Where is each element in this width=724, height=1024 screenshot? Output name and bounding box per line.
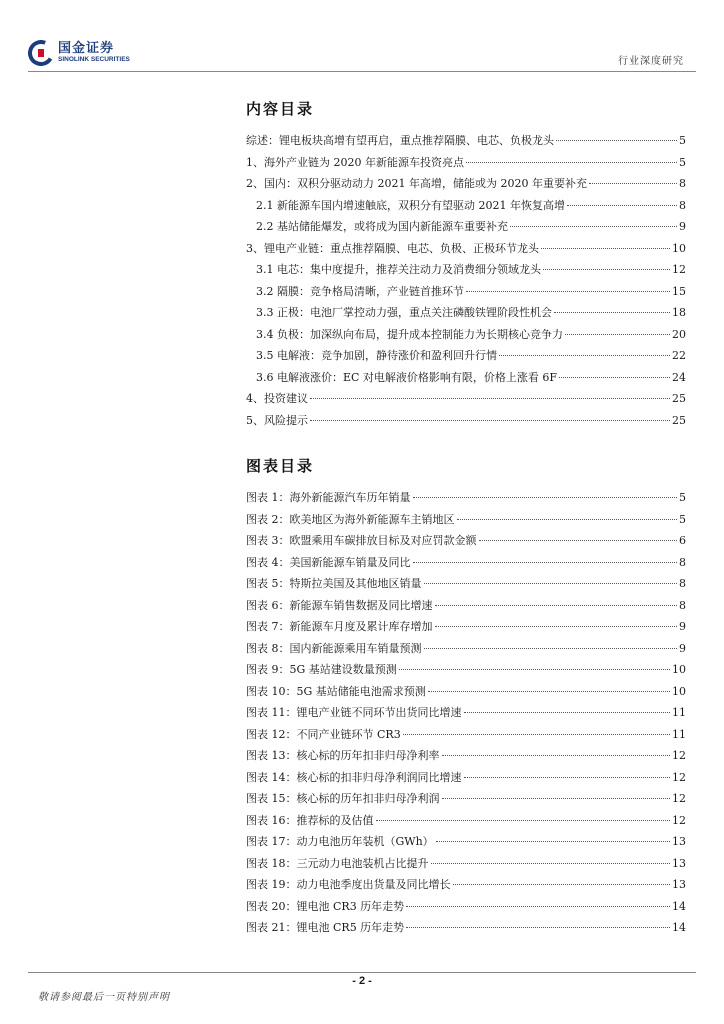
figure-entry[interactable]	[246, 767, 686, 789]
figure-entry-page: 12	[672, 749, 686, 762]
dot-leader	[466, 162, 677, 163]
figure-entry-page: 8	[679, 577, 686, 590]
dot-leader	[499, 355, 670, 356]
figure-entry[interactable]	[246, 853, 686, 875]
toc-entry[interactable]	[246, 216, 686, 238]
dot-leader	[436, 841, 670, 842]
toc-entry-text: 1、海外产业链为 2020 年新能源车投资亮点	[246, 155, 464, 169]
figure-entry-text: 图表 19：动力电池季度出货量及同比增长	[246, 878, 451, 891]
figure-entry[interactable]	[246, 573, 686, 595]
dot-leader	[310, 420, 670, 421]
toc-entry-text: 3.2 隔膜：竞争格局清晰，产业链首推环节	[256, 284, 464, 298]
figure-entry-text: 图表 3：欧盟乘用车碳排放目标及对应罚款金额	[246, 534, 477, 547]
figure-entry-page: 13	[672, 835, 686, 848]
toc-entry-page: 8	[679, 177, 686, 190]
figure-entry[interactable]	[246, 810, 686, 832]
figure-entry-page: 11	[672, 706, 686, 719]
figure-entry-page: 8	[679, 555, 686, 569]
figure-entry-text: 图表 20：锂电池 CR3 历年走势	[246, 899, 405, 913]
dot-leader	[413, 497, 678, 498]
toc-entry-page: 18	[672, 306, 686, 319]
toc-entry-text: 3.4 负极：加深纵向布局，提升成本控制能力为长期核心竞争力	[256, 327, 563, 341]
figure-entry-page: 13	[672, 878, 686, 891]
dot-leader	[567, 205, 677, 206]
dot-leader	[464, 712, 671, 713]
dot-leader	[310, 398, 670, 399]
figure-entry-text: 图表 1：海外新能源汽车历年销量	[246, 491, 411, 504]
dot-leader	[403, 734, 670, 735]
figure-entry[interactable]	[246, 681, 686, 703]
toc-entry[interactable]	[246, 195, 686, 217]
toc-entry[interactable]	[246, 388, 686, 410]
figure-entry-text: 图表 14：核心标的扣非归母净利润同比增速	[246, 770, 462, 784]
dot-leader	[406, 906, 670, 907]
toc-entry-page: 15	[672, 284, 686, 298]
figure-entry[interactable]	[246, 831, 686, 853]
dot-leader	[413, 562, 678, 563]
toc-entry-text: 2、国内：双积分驱动动力 2021 年高增，储能或为 2020 年重要补充	[246, 177, 587, 190]
figure-entry[interactable]	[246, 487, 686, 509]
header-divider	[28, 71, 696, 72]
figure-entry-page: 6	[679, 534, 686, 547]
dot-leader	[554, 312, 670, 313]
dot-leader	[589, 183, 677, 184]
dot-leader	[435, 605, 678, 606]
figures-title: 图表目录	[246, 457, 315, 475]
figure-entry-page: 11	[672, 727, 686, 741]
disclaimer-note: 敬请参阅最后一页特别声明	[38, 992, 170, 1003]
figure-entry-page: 8	[679, 598, 686, 612]
dot-leader	[399, 669, 670, 670]
dot-leader	[543, 269, 670, 270]
dot-leader	[559, 377, 670, 378]
figure-entry-text: 图表 18：三元动力电池装机占比提升	[246, 856, 429, 870]
figure-entry-page: 9	[679, 641, 686, 655]
toc-entry[interactable]	[246, 324, 686, 346]
figure-entry-page: 5	[679, 512, 686, 526]
dot-leader	[556, 140, 677, 141]
toc-entry-page: 5	[679, 155, 686, 169]
toc-entry-page: 5	[679, 134, 686, 147]
dot-leader	[424, 648, 678, 649]
toc-entry[interactable]	[246, 345, 686, 367]
dot-leader	[510, 226, 677, 227]
figures-list	[246, 487, 686, 939]
toc-entry[interactable]	[246, 130, 686, 152]
page-number: - 2 -	[352, 975, 372, 987]
figure-entry-text: 图表 13：核心标的历年扣非归母净利率	[246, 749, 440, 762]
figure-entry-text: 图表 11：锂电产业链不同环节出货同比增速	[246, 706, 462, 719]
toc-entry-text: 4、投资建议	[246, 392, 308, 405]
figure-entry-page: 14	[672, 899, 686, 913]
figure-entry-text: 图表 10：5G 基站储能电池需求预测	[246, 684, 426, 698]
toc-entry[interactable]	[246, 238, 686, 260]
dot-leader	[428, 691, 670, 692]
dot-leader	[442, 755, 671, 756]
figure-entry-text: 图表 7：新能源车月度及累计库存增加	[246, 620, 433, 633]
toc-entry-page: 20	[672, 327, 686, 341]
toc-entry-text: 3.5 电解液：竞争加剧，静待涨价和盈利回升行情	[256, 349, 497, 362]
toc-list	[246, 130, 686, 431]
dot-leader	[376, 820, 671, 821]
dot-leader	[435, 626, 678, 627]
figure-entry[interactable]	[246, 788, 686, 810]
toc-entry[interactable]	[246, 259, 686, 281]
toc-entry[interactable]	[246, 173, 686, 195]
figure-entry-text: 图表 4：美国新能源车销量及同比	[246, 555, 411, 569]
logo-mark-icon	[28, 40, 54, 66]
figure-entry[interactable]	[246, 896, 686, 918]
figure-entry[interactable]	[246, 874, 686, 896]
figure-entry-page: 12	[672, 813, 686, 827]
toc-title: 内容目录	[246, 100, 315, 118]
figure-entry-page: 13	[672, 856, 686, 870]
figure-entry-text: 图表 5：特斯拉美国及其他地区销量	[246, 577, 422, 590]
figure-entry-text: 图表 9：5G 基站建设数量预测	[246, 663, 397, 676]
toc-entry-page: 22	[672, 349, 686, 362]
figure-entry-page: 14	[672, 921, 686, 934]
toc-entry-text: 3.3 正极：电池厂掌控动力强，重点关注磷酸铁锂阶段性机会	[256, 306, 552, 319]
dot-leader	[464, 777, 671, 778]
toc-entry[interactable]	[246, 367, 686, 389]
figure-entry-text: 图表 15：核心标的历年扣非归母净利润	[246, 792, 440, 805]
figure-entry[interactable]	[246, 595, 686, 617]
figure-entry[interactable]	[246, 509, 686, 531]
figure-entry-page: 12	[672, 770, 686, 784]
dot-leader	[406, 927, 670, 928]
toc-entry-text: 3、锂电产业链：重点推荐隔膜、电芯、负极、正极环节龙头	[246, 241, 539, 255]
logo-name-cn: 国金证券	[58, 41, 115, 56]
sinolink-logo	[28, 40, 130, 66]
toc-entry-page: 9	[679, 220, 686, 233]
toc-entry-text: 2.1 新能源车国内增速触底，双积分有望驱动 2021 年恢复高增	[256, 198, 565, 212]
figure-entry-page: 10	[672, 684, 686, 698]
figure-entry[interactable]	[246, 530, 686, 552]
dot-leader	[565, 334, 670, 335]
figure-entry[interactable]	[246, 724, 686, 746]
toc-entry-page: 10	[672, 241, 686, 255]
dot-leader	[431, 863, 671, 864]
toc-entry[interactable]	[246, 152, 686, 174]
figure-entry-text: 图表 16：推荐标的及估值	[246, 813, 374, 827]
figure-entry[interactable]	[246, 552, 686, 574]
figure-entry[interactable]	[246, 659, 686, 681]
figure-entry-page: 9	[679, 620, 686, 633]
main-content	[246, 100, 686, 939]
figure-entry-page: 5	[679, 491, 686, 504]
dot-leader	[442, 798, 671, 799]
toc-entry-page: 12	[672, 263, 686, 276]
toc-entry[interactable]	[246, 302, 686, 324]
dot-leader	[479, 540, 678, 541]
figure-entry[interactable]	[246, 616, 686, 638]
figure-entry-text: 图表 6：新能源车销售数据及同比增速	[246, 598, 433, 612]
figure-entry[interactable]	[246, 917, 686, 939]
figure-entry-text: 图表 21：锂电池 CR5 历年走势	[246, 921, 405, 934]
toc-entry-text: 3.1 电芯：集中度提升，推荐关注动力及消费细分领域龙头	[256, 263, 541, 276]
toc-entry-page: 25	[672, 392, 686, 405]
dot-leader	[466, 291, 670, 292]
toc-entry[interactable]	[246, 410, 686, 432]
figure-entry-page: 10	[672, 663, 686, 676]
toc-entry-text: 综述：锂电板块高增有望再启，重点推荐隔膜、电芯、负极龙头	[246, 134, 554, 147]
logo-name-en: SINOLINK SECURITIES	[58, 56, 130, 63]
figure-entry[interactable]	[246, 745, 686, 767]
figure-entry-page: 12	[672, 792, 686, 805]
toc-entry-text: 3.6 电解液涨价：EC 对电解液价格影响有限，价格上涨看 6F	[256, 370, 558, 384]
footer-divider	[28, 972, 696, 973]
figure-entry-text: 图表 12：不同产业链环节 CR3	[246, 727, 401, 741]
dot-leader	[424, 583, 678, 584]
figure-entry-text: 图表 8：国内新能源乘用车销量预测	[246, 641, 422, 655]
toc-entry-page: 8	[679, 198, 686, 212]
toc-entry-text: 2.2 基站储能爆发，或将成为国内新能源车重要补充	[256, 220, 508, 233]
toc-entry-text: 5、风险提示	[246, 413, 308, 427]
dot-leader	[453, 884, 671, 885]
toc-entry-page: 25	[672, 413, 686, 427]
figure-entry[interactable]	[246, 702, 686, 724]
figure-entry[interactable]	[246, 638, 686, 660]
figure-entry-text: 图表 17：动力电池历年装机（GWh）	[246, 835, 434, 848]
dot-leader	[457, 519, 678, 520]
report-type-label: 行业深度研究	[618, 56, 684, 67]
dot-leader	[541, 248, 670, 249]
figure-entry-text: 图表 2：欧美地区为海外新能源车主销地区	[246, 512, 455, 526]
toc-entry[interactable]	[246, 281, 686, 303]
toc-entry-page: 24	[672, 370, 686, 384]
page-header	[0, 0, 724, 72]
